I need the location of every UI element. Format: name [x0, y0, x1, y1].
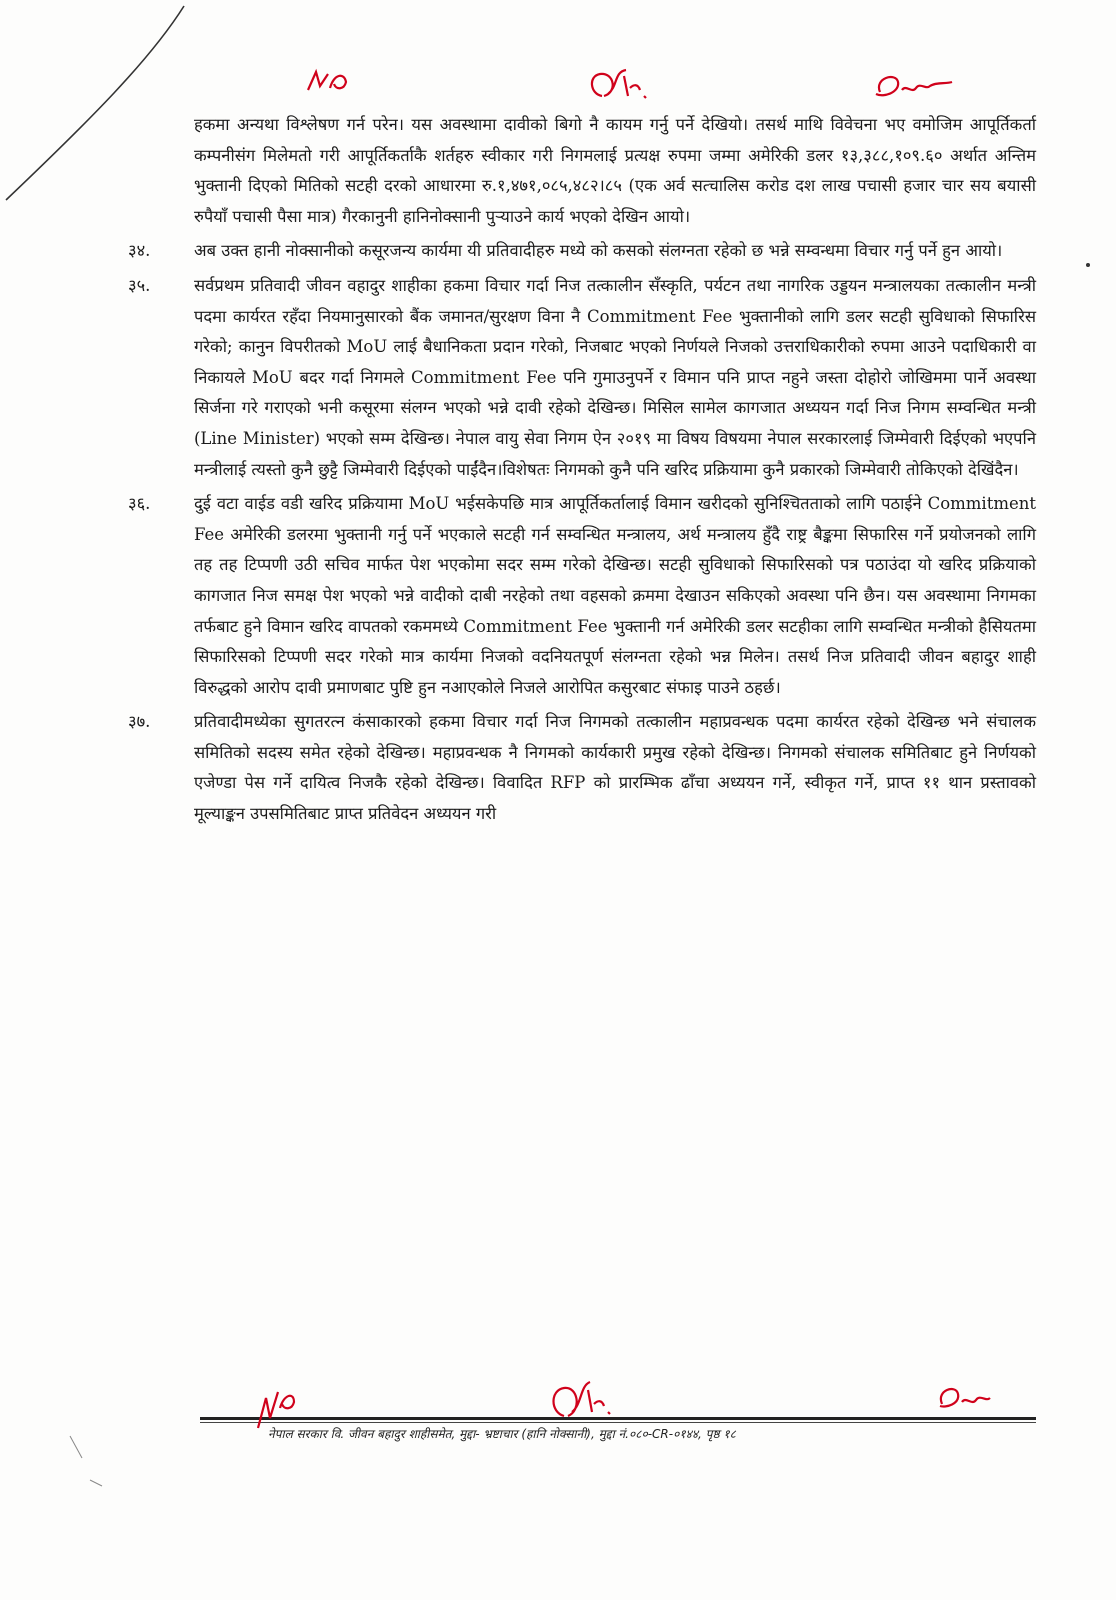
page-footer: नेपाल सरकार वि. जीवन बहादुर शाहीसमेत, मुद्दा- भ्रष्टाचार (हानि नोक्सानी), मुद्दा नं.०८०-CR-०१४४, पृष्ठ १८ — [268, 1427, 736, 1441]
footer-initial-2 — [540, 1368, 620, 1428]
document-body — [128, 110, 1036, 834]
paragraph-text: अब उक्त हानी नोक्सानीको कसूरजन्य कार्यमा यी प्रतिवादीहरु मध्ये को कसको संलग्नता रहेको छ भन्ने सम्वन्धमा विचार गर्नु पर्ने हुन आयो। — [194, 241, 1003, 261]
paragraph-number: ३५. — [128, 275, 151, 295]
paragraph-37 — [128, 707, 1036, 829]
footer-initial-3 — [930, 1378, 1010, 1418]
paragraph-text: सर्वप्रथम प्रतिवादी जीवन वहादुर शाहीका हकमा विचार गर्दा निज तत्कालीन सँस्कृति, पर्यटन तथा नागरिक उड्डयन मन्त्रालयका तत्कालीन मन्त्री पदमा कार्यरत रहँदा नियमानुसारको बैंक जमानत/सुरक्षण विना नै Commitment Fee भुक्तानीको लागि डलर सटही सुविधाको सिफारिस गरेको; कानुन विपरीतको MoU लाई बैधानिकता प्रदान गरेको, निजबाट भएको निर्णयले निजको उत्तराधिकारीको रुपमा आउने पदाधिकारी वा निकायले MoU बदर गर्दा निगमले Commitment Fee पनि गुमाउनुपर्ने र विमान पनि प्राप्त नहुने जस्ता दोहोरो जोखिममा पार्ने अवस्था सिर्जना गरे गराएको भनी कसूरमा संलग्न भएको भन्ने दावी रहेको देखिन्छ। मिसिल सामेल कागजात अध्ययन गर्दा निज निगम सम्वन्धित मन्त्री (Line Minister) भएको सम्म देखिन्छ। नेपाल वायु सेवा निगम ऐन २०१९ मा विषय विषयमा नेपाल सरकारलाई जिम्मेवारी दिईएको भएपनि मन्त्रीलाई त्यस्तो कुनै छुट्टै जिम्मेवारी दिईएको पाईंदैन।विशेषतः निगमको कुनै पनि खरिद प्रक्रियामा कुनै प्रकारको जिम्मेवारी तोकिएको देखिंदैन। — [194, 275, 1036, 479]
scan-speck — [1086, 263, 1090, 267]
paragraph-34 — [128, 236, 1036, 267]
paragraph-number: ३६. — [128, 494, 151, 514]
paragraph-36 — [128, 489, 1036, 703]
scan-artifact — [60, 1430, 120, 1490]
paragraph-number: ३४. — [128, 241, 151, 261]
intro-text: हकमा अन्यथा विश्लेषण गर्न परेन। यस अवस्थामा दावीको बिगो नै कायम गर्नु पर्ने देखियो। तसर्थ माथि विवेचना भए वमोजिम आपूर्तिकर्ता कम्पनीसंग मिलेमतो गरी आपूर्तिकर्ताकै शर्तहरु स्वीकार गरी निगमलाई प्रत्यक्ष रुपमा जम्मा अमेरिकी डलर १३,३८८,१०९.६० अर्थात अन्तिम भुक्तानी दिएको मितिको सटही दरको आधारमा रु.१,४७१,०८५,४८२।८५ (एक अर्व सत्चालिस करोड दश लाख पचासी हजार चार सय बयासी रुपैयाँ पचासी पैसा मात्र) गैरकानुनी हानिनोक्सानी पुर्‍याउने कार्य भएको देखिन आयो। — [194, 115, 1036, 226]
intro-paragraph — [146, 110, 1036, 232]
handwritten-initial-2 — [574, 66, 654, 116]
paragraph-number: ३७. — [128, 712, 151, 732]
paragraph-35 — [128, 271, 1036, 485]
handwritten-initial-3 — [866, 70, 956, 110]
paragraph-text: प्रतिवादीमध्येका सुगतरत्न कंसाकारको हकमा विचार गर्दा निज निगमको तत्कालीन महाप्रवन्धक पदमा कार्यरत रहेको देखिन्छ भने संचालक समितिको सदस्य समेत रहेको देखिन्छ। महाप्रवन्धक नै निगमको कार्यकारी प्रमुख रहेको देखिन्छ। निगमको संचालक समितिबाट हुने निर्णयको एजेण्डा पेस गर्ने दायित्व निजकै रहेको देखिन्छ। विवादित RFP को प्रारम्भिक ढाँचा अध्ययन गर्ने, स्वीकृत गर्ने, प्राप्त ११ थान प्रस्तावको मूल्याङ्कन उपसमितिबाट प्राप्त प्रतिवेदन अध्ययन गरी — [194, 712, 1036, 824]
handwritten-initial-1 — [300, 64, 360, 100]
paragraph-text: दुई वटा वाईड वडी खरिद प्रक्रियामा MoU भईसकेपछि मात्र आपूर्तिकर्तालाई विमान खरीदको सुनिश्चितताको लागि पठाईने Commitment Fee अमेरिकी डलरमा भुक्तानी गर्नु पर्ने भएकाले सटही गर्न सम्वन्धित मन्त्रालय, अर्थ मन्त्रालय हुँदै राष्ट्र बैङ्कमा सिफारिस गर्ने प्रयोजनको लागि तह तह टिप्पणी उठी सचिव मार्फत पेश भएकोमा सदर सम्म गरेको देखिन्छ। सटही सुविधाको सिफारिसको पत्र पठाउंदा यो खरिद प्रक्रियाको कागजात निज समक्ष पेश भएको भन्ने वादीको दाबी नरहेको तथा वहसको क्रममा देखाउन सकिएको अवस्था पनि छैन। यस अवस्थामा निगमका तर्फबाट हुने विमान खरिद वापतको रकममध्ये Commitment Fee भुक्तानी गर्न अमेरिकी डलर सटहीका लागि सम्वन्धित मन्त्रीको हैसियतमा सिफारिसको टिप्पणी सदर गरेको मात्र कार्यमा निजको वदनियतपूर्ण संलग्नता रहेको भन्न मिलेन। तसर्थ निज प्रतिवादी जीवन बहादुर शाही विरुद्धको आरोप दावी प्रमाणबाट पुष्टि हुन नआएकोले निजले आरोपित कसुरबाट संफाइ पाउने ठहर्छ। — [194, 494, 1036, 697]
